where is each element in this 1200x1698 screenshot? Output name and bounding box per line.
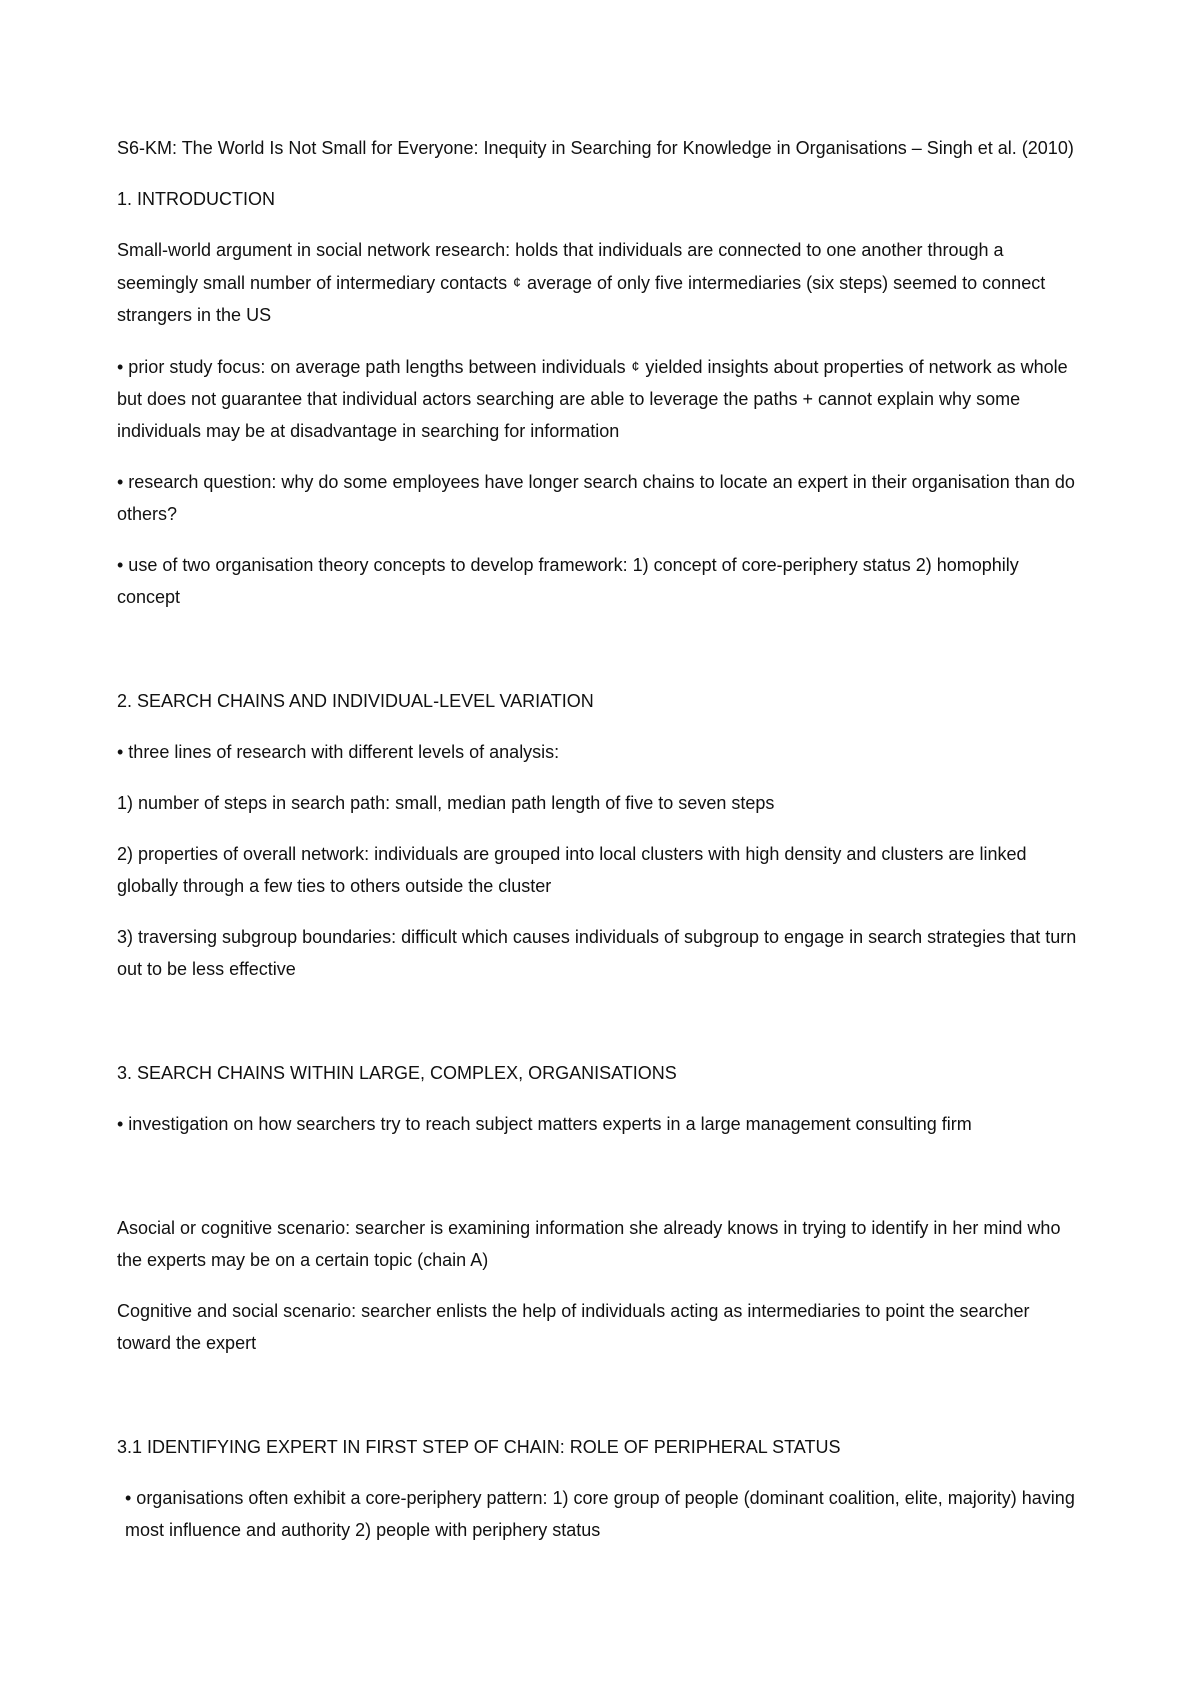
paragraph-text: Small-world argument in social network research: holds that individuals are connected to one another through a seemingly small number of intermediary contacts xyxy=(117,240,1004,293)
section-heading-introduction: 1. INTRODUCTION xyxy=(117,189,276,209)
section-heading-search-chains: 2. SEARCH CHAINS AND INDIVIDUAL-LEVEL VARIATION xyxy=(117,691,594,711)
bullet-text: yielded insights about properties of network as whole but does not guarantee that individual actors searching are able to leverage the paths + cannot explain why some individuals may be at disadvantage in searching for information xyxy=(117,357,1068,441)
section-heading-large-organisations: 3. SEARCH CHAINS WITHIN LARGE, COMPLEX, ORGANISATIONS xyxy=(117,1063,677,1083)
bullet-investigation: • investigation on how searchers try to reach subject matters experts in a large management consulting firm xyxy=(117,1114,972,1134)
document-title: S6-KM: The World Is Not Small for Everyone: Inequity in Searching for Knowledge in Organisations – Singh et al. (2010) xyxy=(117,138,1074,158)
paragraph-text: average of only five intermediaries (six steps) seemed to connect strangers in the US xyxy=(117,273,1046,325)
bullet-text: • prior study focus: on average path lengths between individuals xyxy=(117,357,626,377)
bullet-core-periphery: • organisations often exhibit a core-periphery pattern: 1) core group of people (dominant coalition, elite, majority) having most influence and authority 2) people with periphery status xyxy=(125,1488,1075,1540)
bullet-prior-study xyxy=(117,350,1077,447)
arrow-icon: ¢ xyxy=(631,358,640,374)
bullet-three-lines: • three lines of research with different levels of analysis: xyxy=(117,742,560,762)
section-heading-first-step: 3.1 IDENTIFYING EXPERT IN FIRST STEP OF CHAIN: ROLE OF PERIPHERAL STATUS xyxy=(117,1437,841,1457)
paragraph-cognitive-social-scenario: Cognitive and social scenario: searcher enlists the help of individuals acting as intermediaries to point the searcher toward the expert xyxy=(117,1301,1030,1353)
document-body xyxy=(117,132,1077,1546)
list-item-subgroup-boundaries: 3) traversing subgroup boundaries: difficult which causes individuals of subgroup to engage in search strategies that turn out to be less effective xyxy=(117,927,1077,979)
list-item-network-properties: 2) properties of overall network: individuals are grouped into local clusters with high density and clusters are linked globally through a few ties to others outside the cluster xyxy=(117,844,1027,896)
arrow-icon: ¢ xyxy=(513,274,521,290)
paragraph-small-world xyxy=(117,234,1077,331)
bullet-research-question: • research question: why do some employees have longer search chains to locate an expert in their organisation than do others? xyxy=(117,472,1075,524)
bullet-two-concepts: • use of two organisation theory concepts to develop framework: 1) concept of core-periphery status 2) homophily concept xyxy=(117,555,1019,607)
list-item-steps: 1) number of steps in search path: small, median path length of five to seven steps xyxy=(117,793,775,813)
paragraph-asocial-scenario: Asocial or cognitive scenario: searcher is examining information she already knows in trying to identify in her mind who the experts may be on a certain topic (chain A) xyxy=(117,1218,1061,1270)
